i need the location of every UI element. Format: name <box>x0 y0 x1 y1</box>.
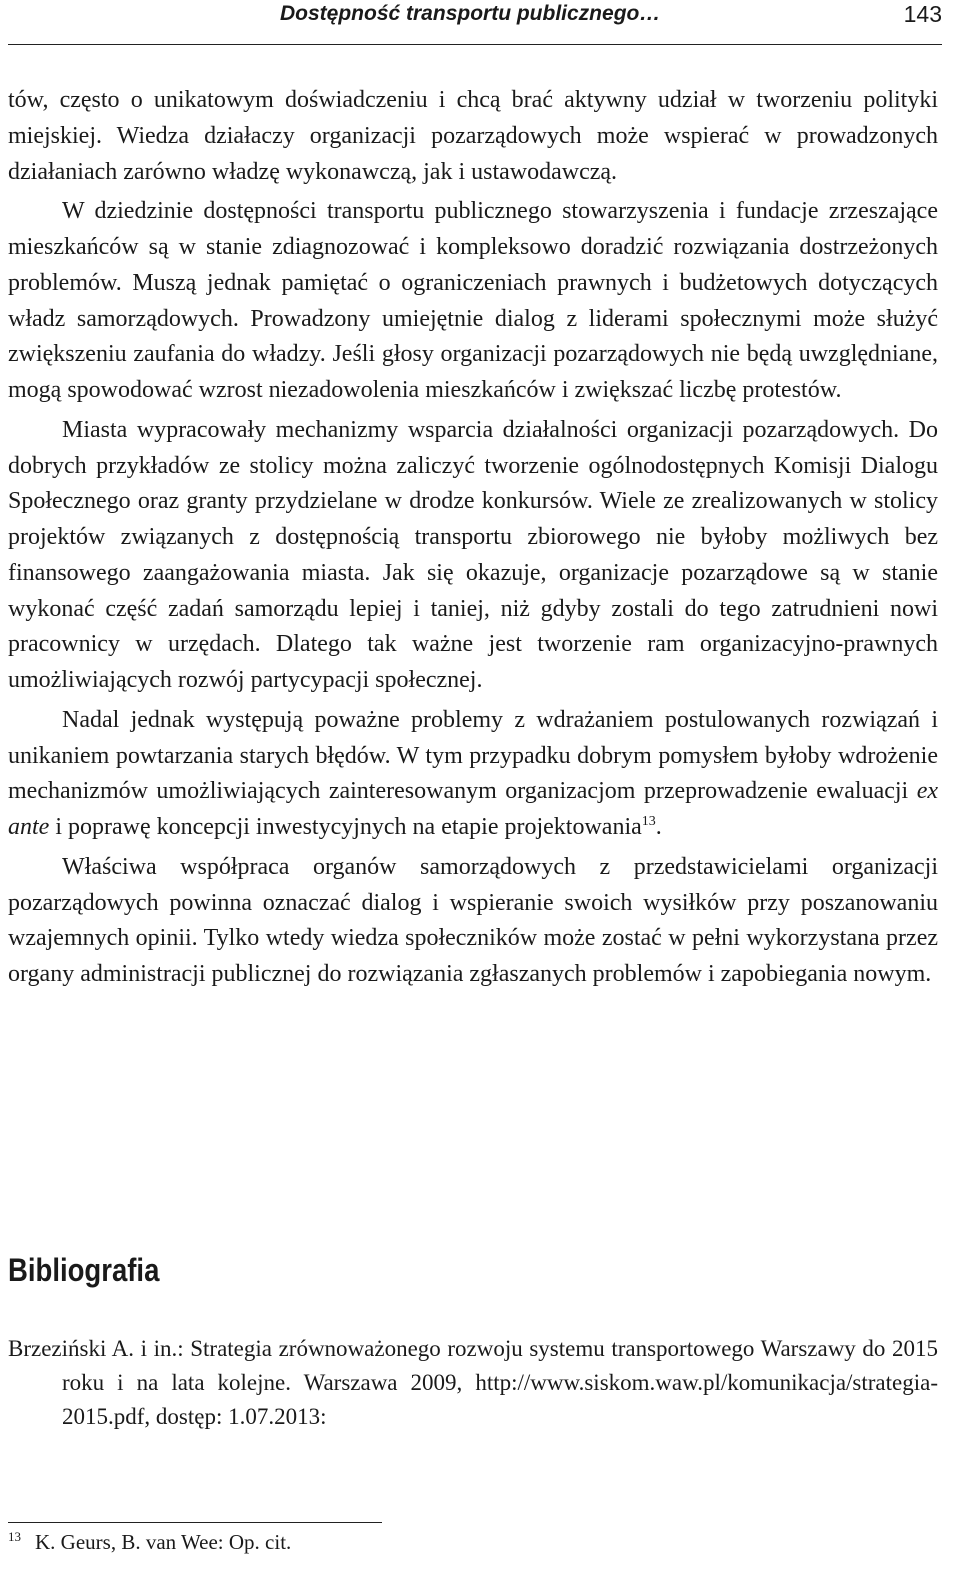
paragraph-4-end: . <box>655 814 662 840</box>
latin-term-ex-ante: ex ante <box>8 778 938 840</box>
bibliography-heading: Bibliografia <box>8 1252 160 1288</box>
paragraph-2: W dziedzinie dostępności transportu publicznego stowarzyszenia i fundacje zrzeszające mieszkańców są w stanie zdiagnozować i kompleksowo doradzić rozwiązania dostrzeżonych problemów. Muszą jednak pamiętać o ograniczeniach prawnych i budżetowych dotyczących władz samorządowych. Prowadzony umiejętnie dialog z liderami społecznymi może służyć zwiększeniu zaufania do władzy. Jeśli głosy organizacji pozarządowych nie będą uwzględniane, mogą spowodować wzrost niezadowolenia mieszkańców i zwiększać liczbę protestów. <box>8 198 938 403</box>
paragraph-1: tów, często o unikatowym doświadczeniu i chcą brać aktywny udział w tworzeniu polityki miejskiej. Wiedza działaczy organizacji pozarządowych może wspierać w prowadzonych działaniach zarówno władzę wykonawczą, jak i ustawodawczą. <box>8 87 938 185</box>
running-head <box>8 0 942 45</box>
paragraph-5: Właściwa współpraca organów samorządowych z przedstawicielami organizacji pozarządowych powinna oznaczać dialog i wspieranie swoich wysiłków przy poszanowaniu wzajemnych opinii. Tylko wtedy wiedza społeczników może zostać w pełni wykorzystana przez organy administracji publicznej do rozwiązania zgłaszanych problemów i zapobiegania nowym. <box>8 853 938 987</box>
footnote <box>8 1530 291 1555</box>
running-head-title: Dostępność transportu publicznego… <box>280 2 661 25</box>
footnote-divider <box>8 1522 382 1523</box>
paragraph-4-text-b: i poprawę koncepcji inwestycyjnych na etapie projektowania <box>49 814 642 840</box>
body-text <box>8 83 938 993</box>
paragraph-4 <box>8 703 938 846</box>
footnote-number: 13 <box>8 1529 21 1544</box>
paragraph-3: Miasta wypracowały mechanizmy wsparcia działalności organizacji pozarządowych. Do dobrych przykładów ze stolicy można zaliczyć tworzenie ogólnodostępnych Komisji Dialogu Społecznego oraz granty przydzielane w drodze konkursów. Wiele ze zrealizowanych w stolicy projektów związanych z dostępnością transportu zbiorowego nie byłoby możliwych bez finansowego zaangażowania miasta. Jak się okazuje, organizacje pozarządowe są w stanie wykonać część zadań samorządu lepiej i taniej, niż gdyby zostali do tego zatrudnieni nowi pracownicy w urzędach. Dlatego tak ważne jest tworzenie ram organizacyjno-prawnych umożliwiających rozwój partycypacji społecznej. <box>8 416 938 693</box>
bibliography-entry: Brzeziński A. i in.: Strategia zrównoważonego rozwoju systemu transportowego Warszawy do 2015 roku i na lata kolejne. Warszawa 2009, http://www.siskom.waw.pl/komunikacja/strategia-2015.pdf, dostęp: 1.07.2013: <box>8 1336 938 1429</box>
paragraph-4-text-a: Nadal jednak występują poważne problemy z wdrażaniem postulowanych rozwiązań i unikaniem powtarzania starych błędów. W tym przypadku dobrym pomysłem byłoby wdrożenie mechanizmów umożliwiających zainteresowanym organizacjom przeprowadzenie ewaluacji <box>8 706 938 805</box>
footnote-reference[interactable]: 13 <box>641 814 656 829</box>
page-number: 143 <box>903 1 942 27</box>
footnote-text: K. Geurs, B. van Wee: Op. cit. <box>35 1530 292 1554</box>
